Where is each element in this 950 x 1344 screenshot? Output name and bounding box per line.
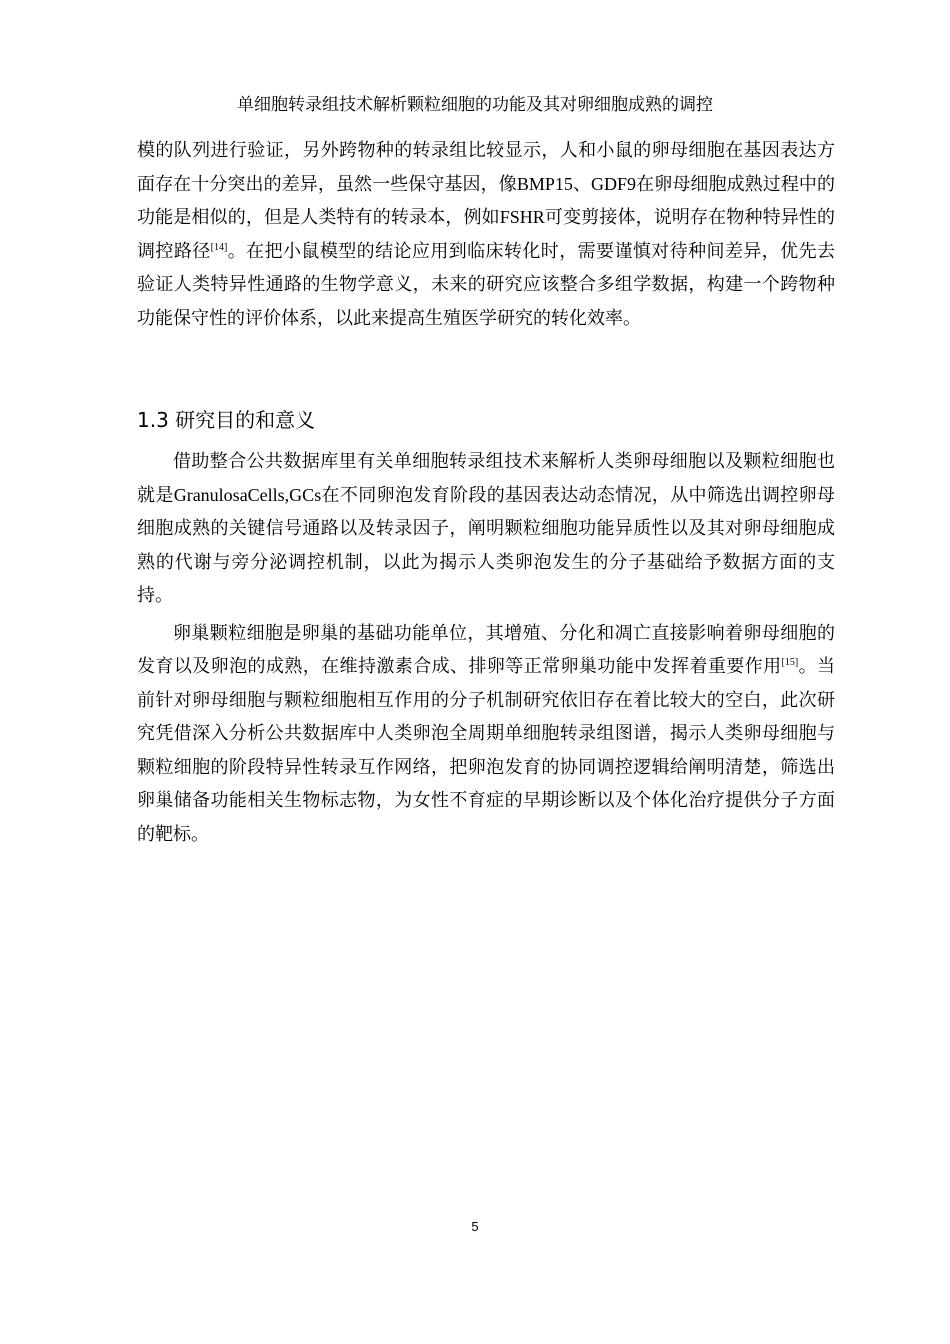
running-header: 单细胞转录组技术解析颗粒细胞的功能及其对卵细胞成熟的调控 xyxy=(237,95,713,115)
text-run: 借助整合公共数据库里有关单细胞转录组技术来解析人类卵母细胞以及颗粒细胞也就是 xyxy=(137,451,835,506)
gene-name: GDF9 xyxy=(591,173,637,194)
citation-ref: [14] xyxy=(210,241,228,253)
text-run: 。当前针对卵母细胞与颗粒细胞相互作用的分子机制研究依旧存在着比较大的空白，此次研究凭借深入分析公共数据库中人类卵泡全周期单细胞转录组图谱，揭示人类卵母细胞与颗粒细胞的阶段特异性转录互作网络，把卵泡发育的协同调控逻辑给阐明清楚，筛选出卵巢储备功能相关生物标志物，为女性不育症的早期诊断以及个体化治疗提供分子方面的靶标。 xyxy=(137,656,836,845)
text-run: 模的队列进行验证，另外跨物种的转录组比较显示，人和小鼠的卵母细胞在基因表达方面存在十分突出的差异，虽然一些保守基因，像 xyxy=(137,140,835,195)
text-run: 、 xyxy=(572,173,592,195)
text-run: 可变剪接体，说明存在物种特异性的调控路径 xyxy=(137,207,836,262)
paragraph-purpose xyxy=(137,445,835,613)
paragraph-significance xyxy=(137,617,835,852)
gene-name: FSHR xyxy=(499,207,545,227)
term-abbreviation: GranulosaCells,GCs xyxy=(173,484,322,505)
text-run: 卵巢颗粒细胞是卵巢的基础功能单位，其增殖、分化和凋亡直接影响着卵母细胞的发育以及卵泡的成熟，在维持激素合成、排卵等正常卵巢功能中发挥着重要作用 xyxy=(137,622,835,677)
gene-name: BMP15 xyxy=(516,173,573,194)
continuation-paragraph xyxy=(137,134,835,335)
text-run: 。在把小鼠模型的结论应用到临床转化时，需要谨慎对待种间差异，优先去验证人类特异性通路的生物学意义，未来的研究应该整合多组学数据，构建一个跨物种功能保守性的评价体系，以此来提高生殖医学研究的转化效率。 xyxy=(137,240,836,329)
text-run: 在不同卵泡发育阶段的基因表达动态情况，从中筛选出调控卵母细胞成熟的关键信号通路以及转录因子，阐明颗粒细胞功能异质性以及其对卵母细胞成熟的代谢与旁分泌调控机制，以此为揭示人类卵泡发生的分子基础给予数据方面的支持。 xyxy=(137,484,836,606)
citation-ref: [15] xyxy=(781,657,799,668)
section-body xyxy=(137,445,835,851)
page-number: 5 xyxy=(471,1219,479,1234)
text-run: 在卵母细胞成熟过程中的功能是相似的，但是人类特有的转录本，例如 xyxy=(137,173,836,228)
section-heading: 1.3 研究目的和意义 xyxy=(137,408,316,432)
